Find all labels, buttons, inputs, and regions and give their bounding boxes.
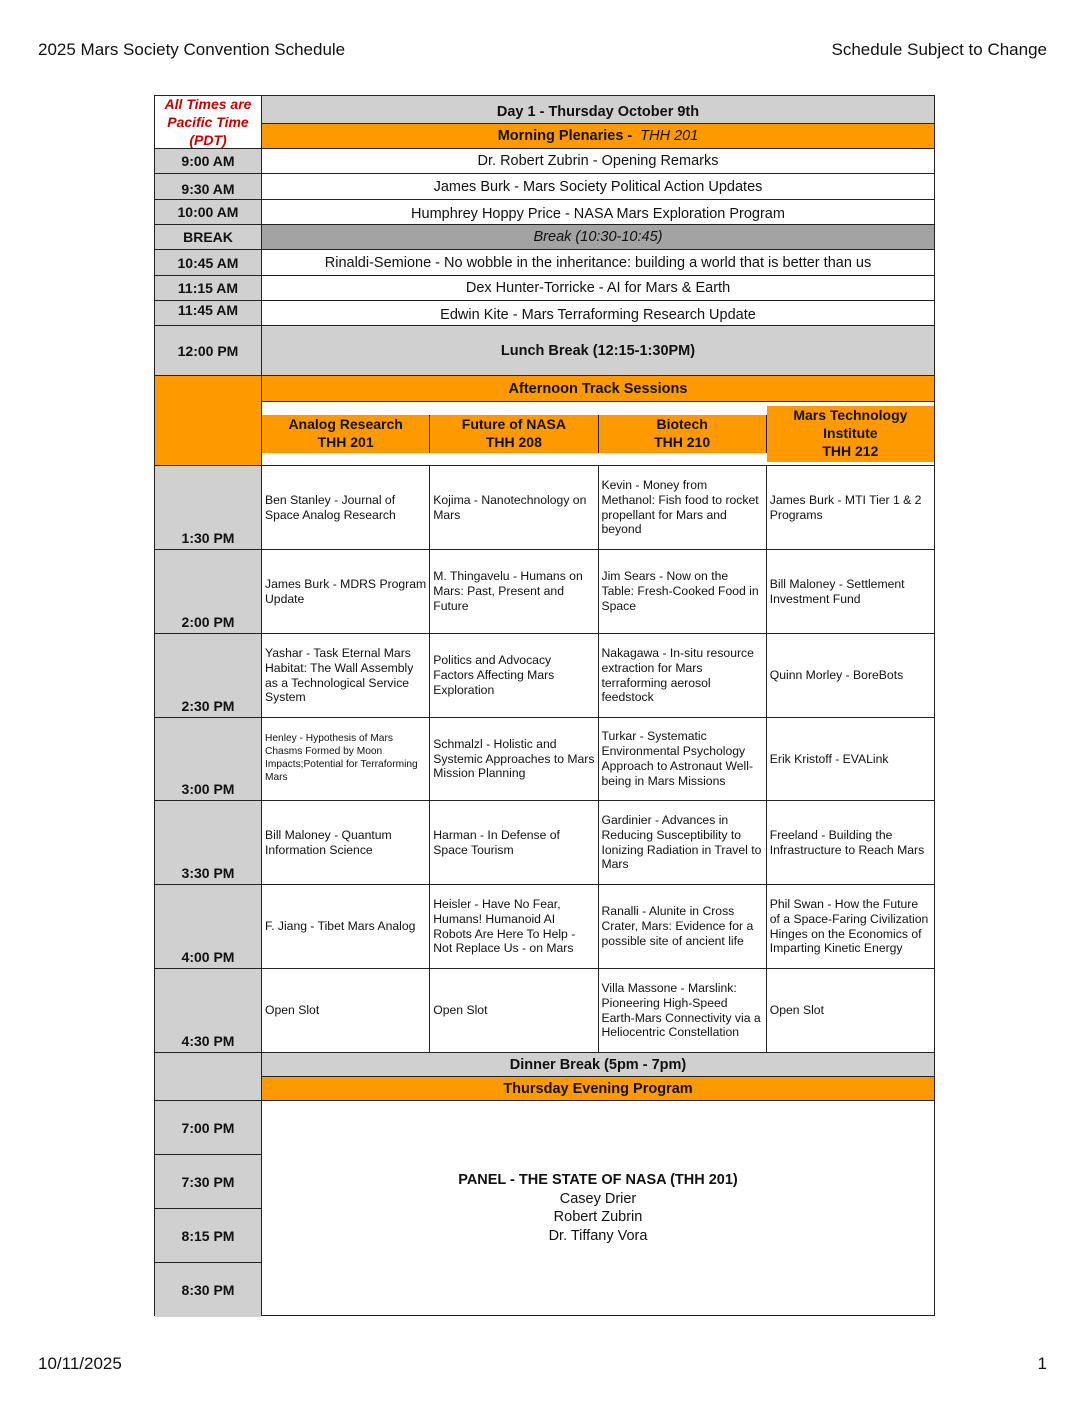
panel-title: PANEL - THE STATE OF NASA (THH 201)	[458, 1172, 738, 1188]
track-header-mti: Mars Technology Institute THH 212	[767, 406, 934, 462]
time-cell: 4:00 PM	[155, 885, 262, 968]
morning-row	[155, 250, 934, 276]
time-cell: 4:30 PM	[155, 969, 262, 1052]
session-cell: Open Slot	[769, 1003, 824, 1018]
time-cell: 10:45 AM	[155, 250, 262, 275]
session-cell: Quinn Morley - BoreBots	[769, 668, 904, 683]
track-slot-row	[155, 550, 934, 634]
session-cell: M. Thingavelu - Humans on Mars: Past, Present and Future	[430, 550, 598, 633]
track-slot-row	[155, 885, 934, 969]
track-slot-row	[155, 969, 934, 1053]
dinner-break: Dinner Break (5pm - 7pm)	[262, 1053, 934, 1077]
panelist: Dr. Tiffany Vora	[548, 1227, 648, 1244]
session-cell: Freeland - Building the Infrastructure to Reach Mars	[769, 827, 925, 857]
time-cell: 11:45 AM	[155, 301, 262, 325]
page-header-notice: Schedule Subject to Change	[831, 40, 1047, 59]
time-cell: 1:30 PM	[155, 466, 262, 549]
page-number: 1	[1037, 1354, 1047, 1373]
morning-row	[155, 149, 934, 174]
timezone-note: All Times are Pacific Time (PDT)	[155, 96, 262, 148]
afternoon-title: Afternoon Track Sessions	[262, 376, 934, 402]
time-cell: 10:00 AM	[155, 200, 262, 224]
session-cell: Schmalzl - Holistic and Systemic Approaches to Mars Mission Planning	[430, 718, 598, 800]
lunch-row	[155, 326, 934, 376]
session-cell: James Burk - MTI Tier 1 & 2 Programs	[769, 492, 922, 522]
session-cell: Bill Maloney - Settlement Investment Fund	[769, 576, 905, 606]
track-slot-row	[155, 718, 934, 801]
session-cell: Jim Sears - Now on the Table: Fresh-Cooked Food in Space	[599, 550, 767, 633]
morning-row	[155, 200, 934, 225]
session-cell: Villa Massone - Marslink: Pioneering High-Speed Earth-Mars Connectivity via a Heliocentric Constellation	[599, 969, 767, 1052]
session-cell: Open Slot	[262, 969, 430, 1052]
panel-block	[262, 1101, 934, 1315]
day-title: Day 1 - Thursday October 9th	[262, 96, 934, 124]
break-time: Break (10:30-10:45)	[262, 225, 934, 249]
track-header-analog: Analog Research THH 201	[262, 415, 430, 453]
session-title: James Burk - Mars Society Political Action Updates	[433, 178, 763, 195]
footer-date: 10/11/2025	[38, 1354, 122, 1373]
morning-room: THH 201	[640, 128, 699, 144]
session-title: Dr. Robert Zubrin - Opening Remarks	[477, 153, 719, 169]
break-row	[155, 225, 934, 250]
evening-program	[155, 1101, 934, 1315]
session-cell: Ranalli - Alunite in Cross Crater, Mars: Evidence for a possible site of ancient life	[599, 885, 767, 968]
track-header-biotech: Biotech THH 210	[599, 415, 767, 453]
panelist: Casey Drier	[559, 1190, 637, 1207]
dinner-row	[155, 1053, 934, 1101]
afternoon-time-spacer	[155, 376, 262, 465]
time-cell: 9:30 AM	[155, 174, 262, 199]
session-cell: Henley - Hypothesis of Mars Chasms Formed by Moon Impacts;Potential for Terraforming Mars	[262, 718, 430, 800]
time-cell: 8:30 PM	[155, 1263, 261, 1317]
evening-times	[155, 1101, 262, 1315]
time-cell: 3:00 PM	[155, 718, 262, 800]
time-cell: 9:00 AM	[155, 149, 262, 173]
time-cell: 2:00 PM	[155, 550, 262, 633]
session-cell: Open Slot	[430, 969, 598, 1052]
session-cell: Yashar - Task Eternal Mars Habitat: The Wall Assembly as a Technological Service System	[262, 634, 430, 717]
session-title: Edwin Kite - Mars Terraforming Research Update	[440, 307, 756, 323]
session-title: Rinaldi-Semione - No wobble in the inheritance: building a world that is better than us	[324, 254, 872, 271]
track-slot-row	[155, 801, 934, 885]
session-cell: Bill Maloney - Quantum Information Science	[262, 801, 430, 884]
track-slot-row	[155, 634, 934, 718]
session-title: Humphrey Hoppy Price - NASA Mars Exploration Program	[411, 206, 785, 222]
morning-row	[155, 301, 934, 326]
time-cell: 11:15 AM	[155, 276, 262, 300]
session-cell: Kevin - Money from Methanol: Fish food to rocket propellant for Mars and beyond	[599, 466, 767, 549]
session-cell: James Burk - MDRS Program Update	[262, 550, 430, 633]
morning-row	[155, 276, 934, 301]
dinner-time-spacer	[155, 1053, 262, 1100]
session-cell: F. Jiang - Tibet Mars Analog	[262, 885, 430, 968]
morning-title: Morning Plenaries -	[497, 128, 637, 144]
time-cell: 2:30 PM	[155, 634, 262, 717]
time-cell: 3:30 PM	[155, 801, 262, 884]
lunch-break: Lunch Break (12:15-1:30PM)	[262, 326, 934, 375]
session-cell: Erik Kristoff - EVALink	[769, 751, 889, 766]
schedule-table	[154, 95, 935, 1316]
panelist: Robert Zubrin	[553, 1209, 643, 1225]
session-cell: Kojima - Nanotechnology on Mars	[430, 466, 598, 549]
session-cell: Phil Swan - How the Future of a Space-Faring Civilization Hinges on the Economics of Imparting Kinetic Energy	[769, 896, 929, 956]
title-row	[155, 96, 934, 149]
track-slot-row	[155, 466, 934, 550]
time-cell: 12:00 PM	[155, 326, 262, 375]
track-headers	[262, 402, 934, 465]
session-cell: Gardinier - Advances in Reducing Susceptibility to Ionizing Radiation in Travel to Mars	[599, 801, 767, 884]
evening-title: Thursday Evening Program	[262, 1077, 934, 1100]
session-title: Dex Hunter-Torricke - AI for Mars & Earth	[465, 280, 731, 296]
break-label: BREAK	[155, 225, 262, 249]
afternoon-header-row	[155, 376, 934, 466]
session-cell: Turkar - Systematic Environmental Psychology Approach to Astronaut Well-being in Mars Missions	[599, 718, 767, 800]
session-cell: Harman - In Defense of Space Tourism	[430, 801, 598, 884]
session-cell: Ben Stanley - Journal of Space Analog Research	[262, 466, 430, 549]
time-cell: 8:15 PM	[155, 1209, 261, 1263]
time-cell: 7:30 PM	[155, 1155, 261, 1209]
page-header-title: 2025 Mars Society Convention Schedule	[38, 40, 346, 59]
morning-row	[155, 174, 934, 200]
time-cell: 7:00 PM	[155, 1101, 261, 1155]
session-cell: Heisler - Have No Fear, Humans! Humanoid AI Robots Are Here To Help - Not Replace Us - on Mars	[430, 885, 598, 968]
morning-plenaries-header	[262, 124, 934, 148]
track-header-nasa: Future of NASA THH 208	[430, 415, 598, 453]
session-cell: Politics and Advocacy Factors Affecting Mars Exploration	[430, 634, 598, 717]
session-cell: Nakagawa - In-situ resource extraction for Mars terraforming aerosol feedstock	[599, 634, 767, 717]
